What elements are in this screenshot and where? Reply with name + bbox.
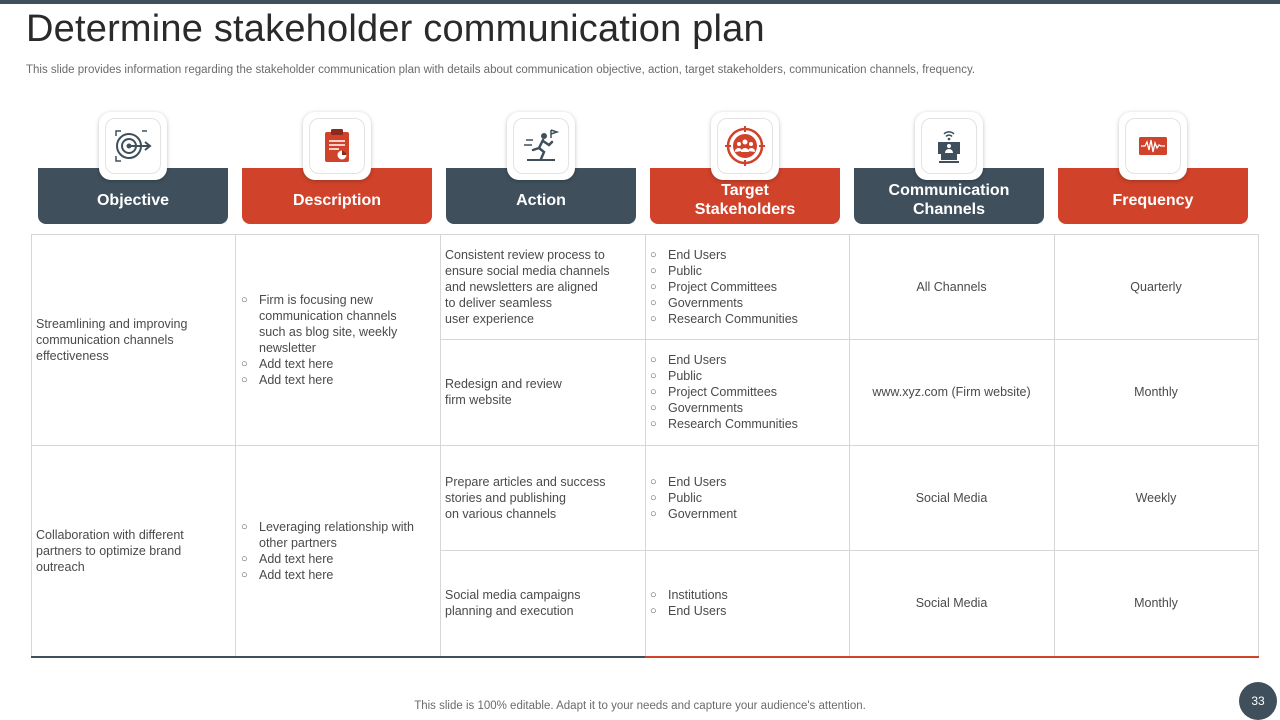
action-icon-box bbox=[507, 112, 575, 180]
action-text: Social media campaigns planning and execution bbox=[445, 588, 581, 618]
frequency-text: Weekly bbox=[1135, 490, 1177, 505]
stakeholder-item: ○ Research Communities bbox=[650, 311, 798, 327]
stakeholders-cell bbox=[650, 445, 845, 550]
stakeholder-item: ○ Institutions bbox=[650, 587, 728, 603]
header-target-stakeholders: Target Stakeholders bbox=[650, 168, 840, 224]
action-cell bbox=[445, 339, 640, 445]
page-number-badge: 33 bbox=[1239, 682, 1277, 720]
description-item: ○ Add text here bbox=[241, 372, 401, 388]
stakeholders-list bbox=[650, 474, 737, 522]
frequency-cell bbox=[1054, 234, 1258, 339]
stakeholder-item: ○ Project Committees bbox=[650, 384, 798, 400]
header-action: Action bbox=[446, 168, 636, 224]
channel-text: www.xyz.com (Firm website) bbox=[872, 385, 1031, 399]
header-frequency: Frequency bbox=[1058, 168, 1248, 224]
stakeholder-item: ○ Research Communities bbox=[650, 416, 798, 432]
frequency-text: Quarterly bbox=[1130, 279, 1182, 294]
channel-text: All Channels bbox=[916, 279, 987, 294]
frequency-cell bbox=[1054, 550, 1258, 656]
description-list bbox=[241, 292, 401, 388]
description-item: ○ Add text here bbox=[241, 567, 431, 583]
frequency-cell bbox=[1054, 445, 1258, 550]
frequency-icon-box bbox=[1119, 112, 1187, 180]
presenter-screen-icon bbox=[929, 126, 969, 166]
action-text: Redesign and review firm website bbox=[445, 377, 562, 407]
page-title: Determine stakeholder communication plan bbox=[26, 8, 765, 50]
footer-note: This slide is 100% editable. Adapt it to your needs and capture your audience's attention. bbox=[414, 700, 866, 712]
stakeholder-item: ○ Project Committees bbox=[650, 279, 798, 295]
stakeholders-list bbox=[650, 352, 798, 432]
stakeholder-item: ○ End Users bbox=[650, 247, 798, 263]
header-description: Description bbox=[242, 168, 432, 224]
action-text: Prepare articles and success stories and publishing on various channels bbox=[445, 474, 606, 521]
running-person-icon bbox=[521, 126, 561, 166]
channels-icon-box bbox=[915, 112, 983, 180]
channel-cell bbox=[849, 445, 1054, 550]
stakeholder-item: ○ Government bbox=[650, 506, 737, 522]
stakeholder-item: ○ Public bbox=[650, 490, 737, 506]
audio-wave-icon bbox=[1133, 126, 1173, 166]
top-accent-line bbox=[0, 0, 1280, 4]
channel-cell bbox=[849, 339, 1054, 445]
channel-cell bbox=[849, 234, 1054, 339]
stakeholders-list bbox=[650, 247, 798, 327]
frequency-text: Monthly bbox=[1134, 596, 1178, 610]
stakeholder-item: ○ Public bbox=[650, 263, 798, 279]
channel-text: Social Media bbox=[915, 490, 988, 505]
description-item: ○ Firm is focusing new communication channels such as blog site, weekly newsletter bbox=[241, 292, 401, 356]
stakeholder-item: ○ Public bbox=[650, 368, 798, 384]
clipboard-chart-icon bbox=[317, 126, 357, 166]
stakeholders-icon-box bbox=[711, 112, 779, 180]
objective-cell bbox=[36, 234, 231, 445]
description-cell bbox=[241, 445, 436, 656]
channel-cell bbox=[849, 550, 1054, 656]
description-item: ○ Add text here bbox=[241, 356, 401, 372]
frequency-text: Monthly bbox=[1134, 385, 1178, 399]
description-list bbox=[241, 519, 431, 583]
stakeholder-item: ○ End Users bbox=[650, 474, 737, 490]
description-cell bbox=[241, 234, 436, 445]
stakeholders-list bbox=[650, 587, 728, 619]
stakeholders-cell bbox=[650, 234, 845, 339]
description-item: ○ Leveraging relationship with other partners bbox=[241, 519, 431, 551]
header-communication-channels: Communication Channels bbox=[854, 168, 1044, 224]
objective-text: Streamlining and improving communication channels effectiveness bbox=[36, 316, 188, 363]
action-cell bbox=[445, 550, 640, 656]
page-subtitle: This slide provides information regarding the stakeholder communication plan with details about communication objective, action, target stakeholders, communication channels, frequency. bbox=[26, 64, 976, 76]
communication-plan-table bbox=[31, 234, 1259, 657]
action-text: Consistent review process to ensure social media channels and newsletters are aligned to deliver seamless user experience bbox=[445, 247, 610, 326]
action-cell bbox=[445, 234, 640, 339]
stakeholder-item: ○ End Users bbox=[650, 352, 798, 368]
objective-cell bbox=[36, 445, 231, 656]
objective-icon-box bbox=[99, 112, 167, 180]
stakeholders-cell bbox=[650, 339, 845, 445]
stakeholder-item: ○ Governments bbox=[650, 295, 798, 311]
frequency-cell bbox=[1054, 339, 1258, 445]
stakeholder-item: ○ End Users bbox=[650, 603, 728, 619]
description-item: ○ Add text here bbox=[241, 551, 431, 567]
target-icon bbox=[113, 126, 153, 166]
objective-text: Collaboration with different partners to optimize brand outreach bbox=[36, 527, 184, 574]
stakeholders-cell bbox=[650, 550, 845, 656]
action-cell bbox=[445, 445, 640, 550]
stakeholder-item: ○ Governments bbox=[650, 400, 798, 416]
description-icon-box bbox=[303, 112, 371, 180]
channel-text: Social Media bbox=[915, 596, 988, 610]
group-target-icon bbox=[724, 125, 766, 167]
header-objective: Objective bbox=[38, 168, 228, 224]
